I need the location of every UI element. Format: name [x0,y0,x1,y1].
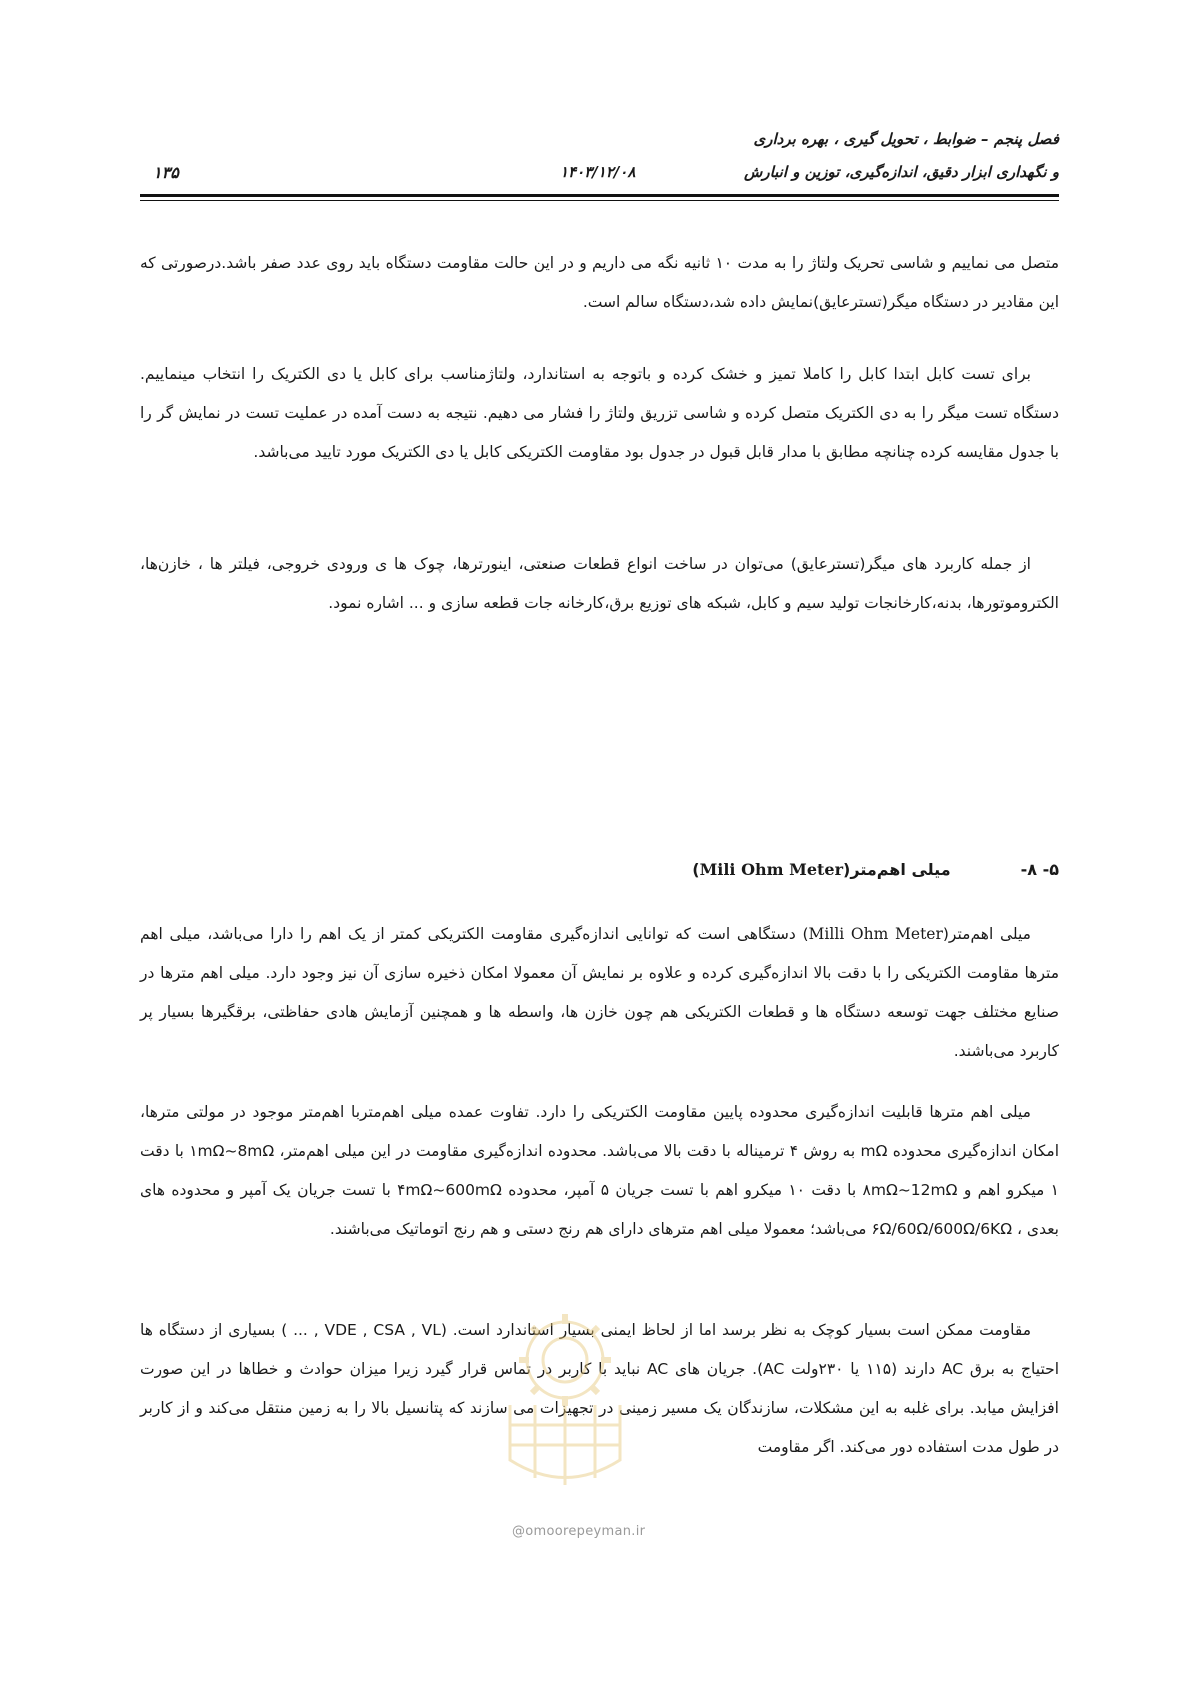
paragraph-block-2 [140,355,1059,472]
paragraph-block-1 [140,244,1059,322]
section-number: ۵- ۸- [1020,860,1059,879]
paragraph-safety: مقاومت ممکن است بسیار کوچک به نظر برسد اما از لحاظ ایمنی بسیار استاندارد است. (VDE , CSA , VL , ... ) بسیاری از دستگاه ها احتیاج به برق AC دارند (۱۱۵ یا ۲۳۰ولت AC). جریان های AC نباید با کاربر در تماس قرار گیرد زیرا میزان حوادث و خطاها در این صورت افزایش میابد. برای غلبه به این مشکلات، سازندگان یک مسیر زمینی در تجهیزات می سازند که پتانسیل بالا را به زمین منتقل می‌کند و از کاربر در طول مدت استفاده دور می‌کند. اگر مقاومت [140,1321,1060,1456]
page-header [140,126,1059,206]
watermark-url: @omoorepeyman.ir [512,1524,646,1539]
section-heading [692,860,1059,879]
paragraph-block-4 [140,915,1059,1071]
paragraph-milliohm-intro [140,915,1059,1071]
section-title-latin: Mili Ohm Meter [699,860,844,879]
paragraph-block-3 [140,545,1059,623]
paragraph-block-5 [140,1093,1059,1249]
chapter-title-line1: فصل پنجم – ضوابط ، تحویل گیری ، بهره برداری [753,130,1059,148]
header-rule-thin [140,200,1059,201]
paragraph-milliohm-range: میلی اهم مترها قابلیت اندازه‌گیری محدوده پایین مقاومت الکتریکی را دارد. تفاوت عمده میلی اهم‌متربا اهم‌متر موجود در مولتی مترها، امکان اندازه‌گیری محدوده mΩ به روش ۴ ترمیناله با دقت بالا می‌باشد. محدوده اندازه‌گیری مقاومت در این میلی اهم‌متر، ۱mΩ~8mΩ با دقت ۱ میکرو اهم و ۸mΩ~12mΩ با دقت ۱۰ میکرو اهم با تست جریان ۵ آمپر، محدوده ۴mΩ~600mΩ با تست جریان یک آمپر و محدوده های بعدی ، ۶Ω/60Ω/600Ω/6KΩ می‌باشد؛ معمولا میلی اهم مترهای دارای هم رنج دستی و هم رنج اتوماتیک می‌باشند. [140,1103,1059,1238]
header-date: ۱۴۰۳/۱۲/۰۸ [560,163,636,181]
header-rule-thick [140,194,1059,197]
milliohm-intro-prefix: میلی اهم‌متر( [942,925,1031,943]
section-title: میلی اهم‌متر( [843,860,951,879]
paragraph-cable-test: برای تست کابل ابتدا کابل را کاملا تمیز و خشک کرده و باتوجه به استاندارد، ولتاژمناسب برای کابل یا دی الکتریک را انتخاب مینماییم. دستگاه تست میگر را به دی الکتریک متصل کرده و شاسی تزریق ولتاژ را فشار می دهیم. نتیجه به دست آمده در عملیت تست در نمایش گر را با جدول مقایسه کرده چنانچه مطابق با مدار قابل قبول در جدول بود مقاومت الکتریکی کابل یا دی الکتریک مورد تایید می‌باشد. [140,365,1059,461]
milliohm-intro-latin: Milli Ohm Meter [808,925,943,943]
page-number: ۱۳۵ [153,163,179,182]
milliohm-intro-rest: ) دستگاهی است که توانایی اندازه‌گیری مقاومت الکتریکی کمتر از یک اهم را دارا می‌باشد، میلی اهم مترها مقاومت الکتریکی را با دقت بالا اندازه‌گیری کرده و علاوه بر نمایش آن معمولا امکان ذخیره سازی آن نیز وجود دارد. میلی اهم مترها در صنایع مختلف جهت توسعه دستگاه ها و قطعات الکتریکی هم چون خازن ها، واسطه ها و همچنین آزمایش هادی حفاظتی، برقگیرها بسیار پر کاربرد می‌باشند. [140,925,1059,1060]
section-title-close: ) [692,860,700,879]
chapter-title-line2: و نگهداری ابزار دقیق، اندازه‌گیری، توزین و انبارش [744,163,1059,181]
watermark-logo-icon [480,1300,650,1500]
paragraph-megger-applications: از جمله کاربرد های میگر(تسترعایق) می‌توان در ساخت انواع قطعات صنعتی، اینورترها، چوک ها ی ورودی خروجی، فیلتر ها ، خازن‌ها، الکتروموتورها، بدنه،کارخانجات تولید سیم و کابل، شبکه های توزیع برق،کارخانه جات قطعه سازی و ... اشاره نمود. [140,555,1059,612]
paragraph-megger-result: متصل می نماییم و شاسی تحریک ولتاژ را به مدت ۱۰ ثانیه نگه می داریم و در این حالت مقاومت دستگاه باید روی عدد صفر باشد.درصورتی که این مقادیر در دستگاه میگر(تسترعایق)نمایش داده شد،دستگاه سالم است. [140,254,1059,311]
